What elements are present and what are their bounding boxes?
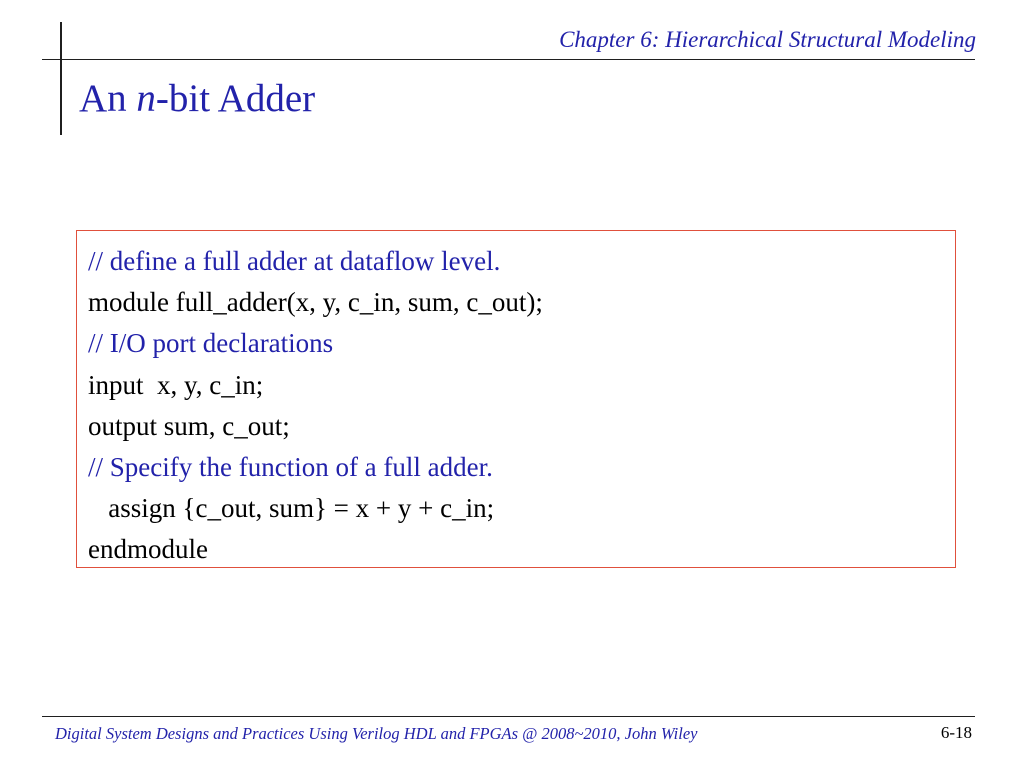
code-box — [76, 230, 956, 568]
code-line: input x, y, c_in; — [88, 369, 264, 400]
slide-title-prefix: An — [79, 77, 137, 120]
chapter-title: Chapter 6: Hierarchical Structural Modeling — [559, 27, 976, 52]
footer-text: Digital System Designs and Practices Using Verilog HDL and FPGAs @ 2008~2010, John Wiley — [55, 724, 698, 743]
slide-title — [79, 76, 315, 121]
left-vertical-rule — [60, 22, 62, 135]
code-line: module full_adder(x, y, c_in, sum, c_out); — [88, 287, 543, 318]
slide-title-italic: n — [136, 77, 156, 120]
code-line: // define a full adder at dataflow level. — [88, 246, 501, 276]
header-rule — [42, 59, 975, 60]
code-line: output sum, c_out; — [88, 410, 290, 441]
page-number: 6-18 — [940, 723, 972, 742]
code-line: assign {c_out, sum} = x + y + c_in; — [88, 493, 495, 524]
code-line: endmodule — [88, 534, 208, 565]
footer-rule — [42, 716, 975, 717]
code-line: // Specify the function of a full adder. — [88, 451, 493, 482]
code-line: // I/O port declarations — [88, 328, 334, 359]
slide-title-suffix: -bit Adder — [155, 77, 316, 120]
